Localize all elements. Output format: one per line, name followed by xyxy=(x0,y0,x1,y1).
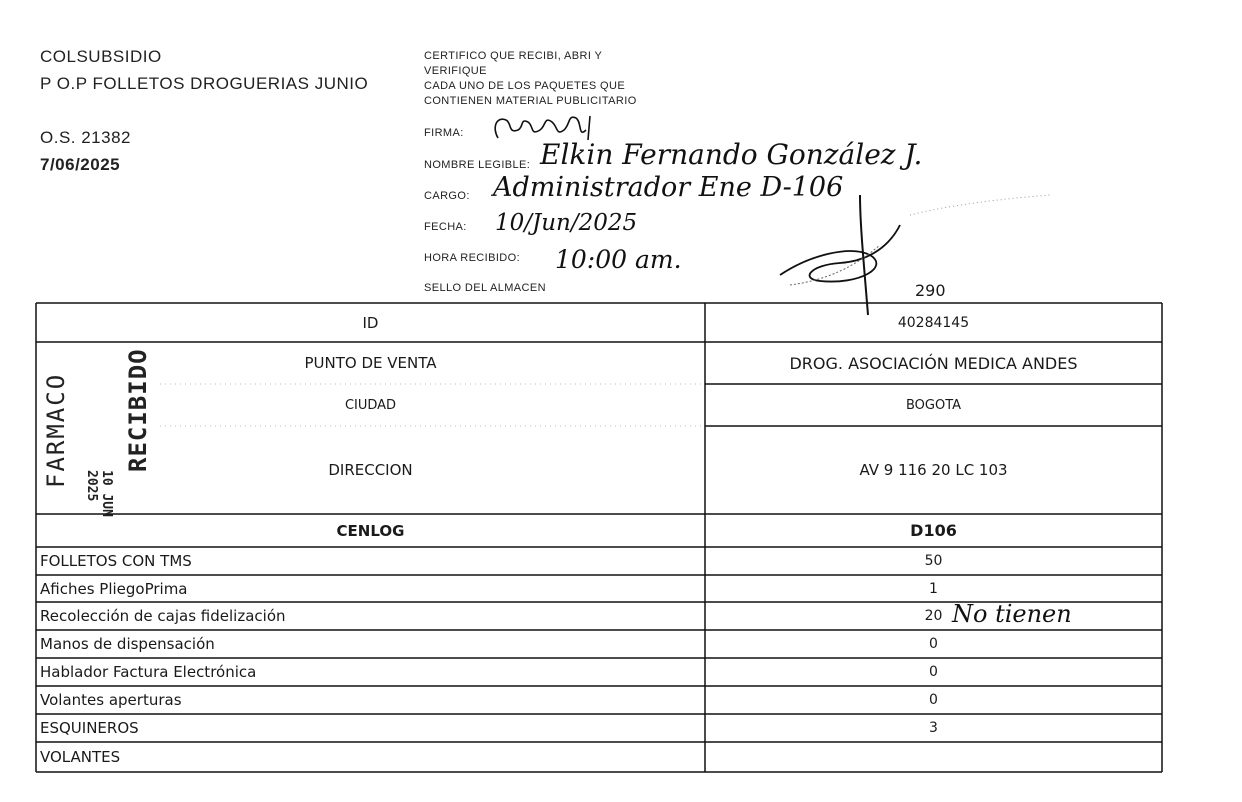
item-value: 3 xyxy=(929,720,938,736)
sello-label: SELLO DEL ALMACEN xyxy=(424,282,546,294)
fecha-label: FECHA: xyxy=(424,221,467,233)
id-label: ID xyxy=(362,313,379,332)
item-value xyxy=(705,742,1162,772)
company-name: COLSUBSIDIO xyxy=(40,47,162,66)
punto-venta-value: DROG. ASOCIACIÓN MEDICA ANDES xyxy=(789,353,1078,373)
document-subtitle: P O.P FOLLETOS DROGUERIAS JUNIO xyxy=(40,74,369,93)
item-value: 20 xyxy=(924,608,943,624)
stamp-line-2: 10 JUN 2025 xyxy=(84,470,114,517)
item-value: 0 xyxy=(929,664,938,680)
item-value: 50 xyxy=(924,553,943,569)
item-label: VOLANTES xyxy=(40,748,121,766)
item-handwritten-note: No tienen xyxy=(952,600,1072,628)
stamp-line-3: RECIBIDO xyxy=(124,348,152,472)
direccion-label: DIRECCION xyxy=(328,461,413,479)
item-value: 0 xyxy=(929,692,938,708)
cargo-value: Administrador Ene D-106 xyxy=(493,172,844,203)
nombre-value: Elkin Fernando González J. xyxy=(540,138,923,171)
certificate-line-1: CERTIFICO QUE RECIBI, ABRI Y xyxy=(424,50,603,62)
sello-number: 290 xyxy=(915,281,946,300)
cenlog-label: CENLOG xyxy=(336,521,405,540)
item-label: Hablador Factura Electrónica xyxy=(40,663,257,681)
document-date: 7/06/2025 xyxy=(40,155,121,174)
punto-venta-label: PUNTO DE VENTA xyxy=(304,354,437,372)
store-stamp xyxy=(40,348,160,517)
hora-value: 10:00 am. xyxy=(555,245,682,274)
firma-label: FIRMA: xyxy=(424,127,464,139)
id-value: 40284145 xyxy=(897,314,970,331)
item-value: 0 xyxy=(929,636,938,652)
item-label: Recolección de cajas fidelización xyxy=(40,607,286,625)
item-label: Manos de dispensación xyxy=(40,635,215,653)
fecha-value: 10/Jun/2025 xyxy=(495,210,638,236)
item-label: ESQUINEROS xyxy=(40,719,139,737)
stamp-line-1: FARMACO xyxy=(42,372,70,488)
certificate-line-2: VERIFIQUE xyxy=(424,65,487,77)
item-value: 1 xyxy=(929,580,938,597)
hora-label: HORA RECIBIDO: xyxy=(424,252,521,264)
nombre-label: NOMBRE LEGIBLE: xyxy=(424,159,531,171)
cenlog-value: D106 xyxy=(910,521,957,540)
direccion-value: AV 9 116 20 LC 103 xyxy=(859,461,1008,479)
item-label: FOLLETOS CON TMS xyxy=(40,552,192,570)
order-number: O.S. 21382 xyxy=(40,128,132,147)
certificate-line-3: CADA UNO DE LOS PAQUETES QUE xyxy=(424,80,626,92)
cargo-label: CARGO: xyxy=(424,190,470,202)
ciudad-value: BOGOTA xyxy=(905,397,962,413)
item-label: Volantes aperturas xyxy=(40,691,182,709)
item-label: Afiches PliegoPrima xyxy=(40,579,188,598)
ciudad-label: CIUDAD xyxy=(344,397,397,413)
certificate-line-4: CONTIENEN MATERIAL PUBLICITARIO xyxy=(424,95,637,107)
